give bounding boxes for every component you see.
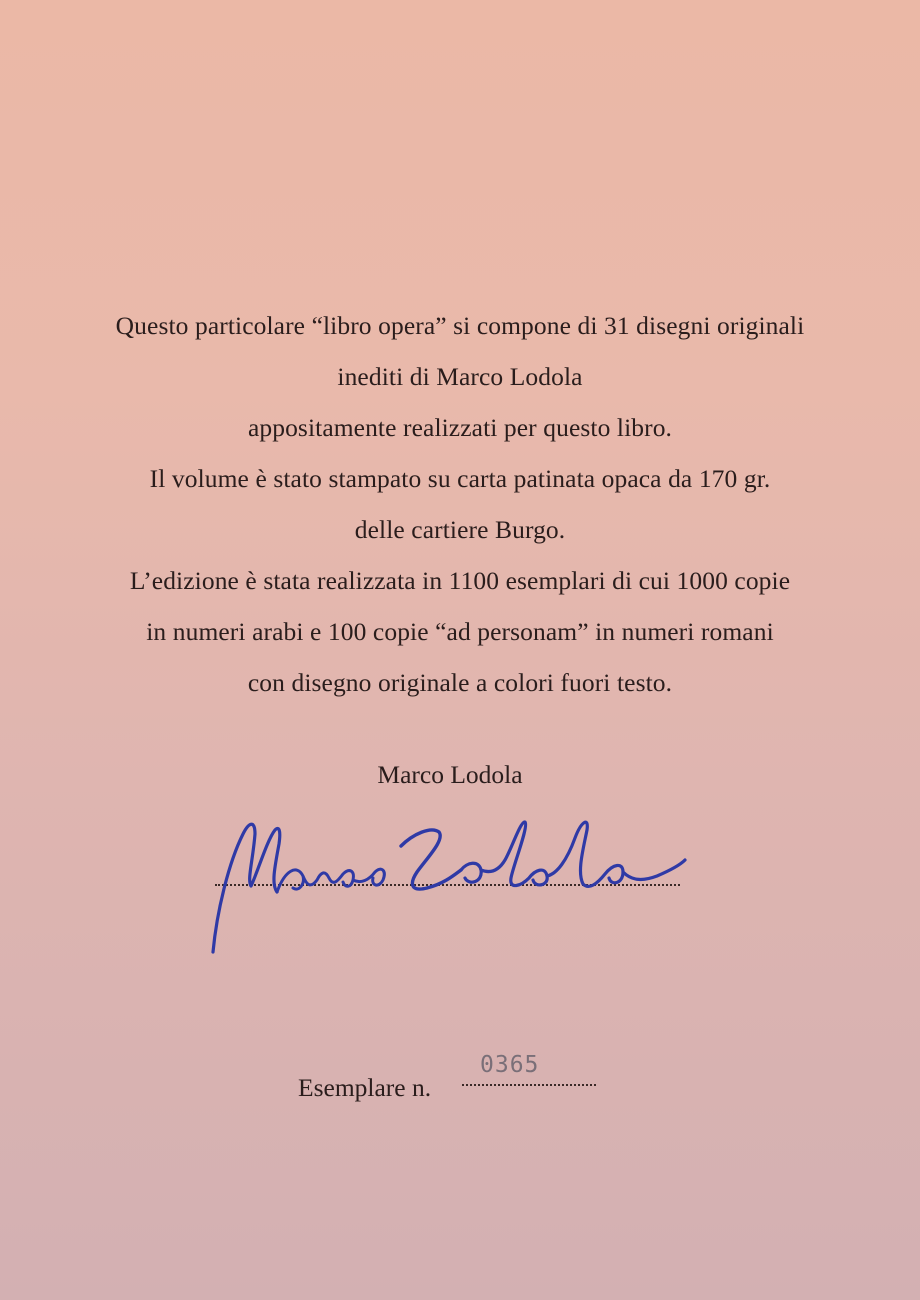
- copy-number-stamp: 0365: [480, 1052, 540, 1078]
- author-printed-name: Marco Lodola: [377, 760, 523, 789]
- colophon-line: Questo particolare “libro opera” si compone di 31 disegni originali: [115, 311, 805, 340]
- colophon-line: in numeri arabi e 100 copie “ad personam” in numeri romani: [146, 617, 774, 646]
- colophon-line: delle cartiere Burgo.: [354, 515, 566, 544]
- colophon-line: appositamente realizzati per questo libro.: [247, 413, 673, 442]
- colophon-line: con disegno originale a colori fuori testo.: [247, 668, 673, 697]
- handwritten-signature: [195, 800, 695, 970]
- colophon-line: Il volume è stato stampato su carta patinata opaca da 170 gr.: [149, 464, 771, 493]
- copy-number-label: Esemplare n.: [298, 1073, 432, 1102]
- copy-number-dotted-line: [462, 1084, 596, 1086]
- colophon-text: [20, 300, 900, 708]
- colophon-line: L’edizione è stata realizzata in 1100 esemplari di cui 1000 copie: [129, 566, 791, 595]
- colophon-line: inediti di Marco Lodola: [337, 362, 583, 391]
